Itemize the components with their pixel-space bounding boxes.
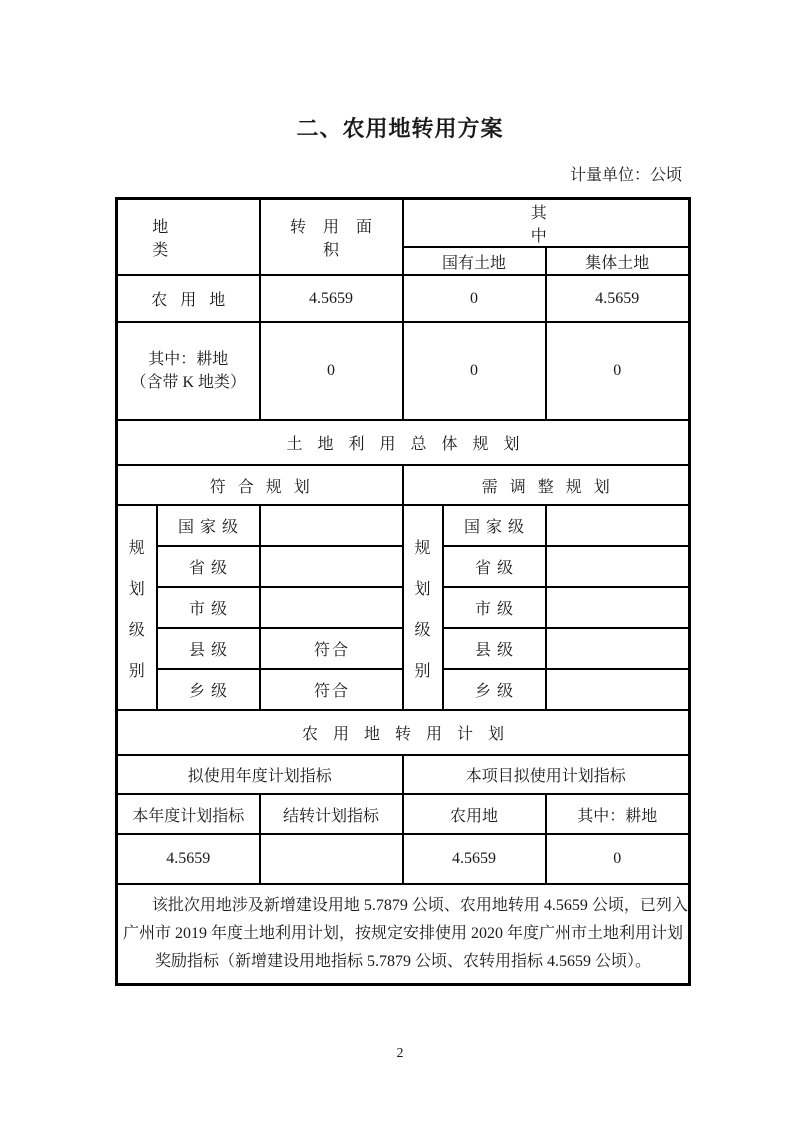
conversion-val-annual: 4.5659	[117, 834, 260, 884]
row-cultivated-area: 0	[260, 322, 403, 420]
planning-left-label-municipal: 市级	[157, 587, 260, 628]
row-cultivated-label-line2: （含带 K 地类）	[130, 374, 247, 391]
planning-right-value-county	[546, 628, 690, 669]
planning-right-value-township	[546, 669, 690, 710]
conversion-val-carryover	[260, 834, 403, 884]
axis-char: 级	[414, 621, 431, 639]
unit-note: 计量单位：公顷	[569, 167, 682, 184]
planning-right-axis	[403, 505, 443, 710]
planning-right-label-municipal: 市级	[443, 587, 546, 628]
row-cultivated-state: 0	[403, 322, 546, 420]
row-agri-collective: 4.5659	[546, 275, 690, 322]
planning-left-label-national: 国家级	[157, 505, 260, 546]
conversion-col-cultivated: 其中：耕地	[546, 794, 690, 834]
header-conversion-area: 转用面积	[260, 199, 403, 276]
planning-left-label-township: 乡级	[157, 669, 260, 710]
row-cultivated-label	[117, 322, 260, 420]
axis-char: 别	[414, 662, 431, 680]
planning-left-label-county: 县级	[157, 628, 260, 669]
planning-right-label-county: 县级	[443, 628, 546, 669]
land-conversion-table	[115, 197, 691, 986]
conversion-val-agri: 4.5659	[403, 834, 546, 884]
row-agri-label: 农用地	[117, 275, 260, 322]
planning-right-title: 需调整规划	[403, 465, 690, 505]
section-conversion-plan: 农用地转用计划	[117, 710, 690, 755]
row-agri-state: 0	[403, 275, 546, 322]
axis-char: 划	[414, 580, 431, 598]
axis-char: 划	[128, 580, 145, 598]
planning-left-title: 符合规划	[117, 465, 403, 505]
planning-left-value-national	[260, 505, 403, 546]
conversion-left-header: 拟使用年度计划指标	[117, 755, 403, 794]
planning-right-label-national: 国家级	[443, 505, 546, 546]
note-cell	[117, 884, 690, 984]
planning-left-value-township: 符合	[260, 669, 403, 710]
row-cultivated-label-line1: 其中：耕地	[148, 351, 229, 368]
planning-right-value-national	[546, 505, 690, 546]
planning-left-value-county: 符合	[260, 628, 403, 669]
planning-left-value-provincial	[260, 546, 403, 587]
planning-left-value-municipal	[260, 587, 403, 628]
planning-right-label-provincial: 省级	[443, 546, 546, 587]
conversion-col-carryover: 结转计划指标	[260, 794, 403, 834]
header-breakdown: 其中	[403, 199, 690, 248]
planning-right-label-township: 乡级	[443, 669, 546, 710]
row-agri-area: 4.5659	[260, 275, 403, 322]
header-land-type: 地类	[117, 199, 260, 276]
axis-char: 规	[128, 539, 145, 557]
axis-char: 规	[414, 539, 431, 557]
axis-char: 别	[128, 662, 145, 680]
axis-char: 级	[128, 621, 145, 639]
note-paragraph: 该批次用地涉及新增建设用地 5.7879 公顷、农用地转用 4.5659 公顷，已列入广州市 2019 年度土地利用计划，按规定安排使用 2020 年度广州市土地利用计划奖励指标（新增建设用地指标 5.7879 公顷、农转用指标 4.5659 公顷）。	[123, 896, 688, 970]
conversion-col-agri: 农用地	[403, 794, 546, 834]
section-overall-planning: 土地利用总体规划	[117, 420, 690, 465]
conversion-col-annual: 本年度计划指标	[117, 794, 260, 834]
conversion-val-cultivated: 0	[546, 834, 690, 884]
planning-left-axis	[117, 505, 157, 710]
conversion-right-header: 本项目拟使用计划指标	[403, 755, 690, 794]
page-title: 二、农用地转用方案	[296, 116, 504, 141]
page-number: 2	[396, 1046, 404, 1061]
planning-left-label-provincial: 省级	[157, 546, 260, 587]
planning-right-value-provincial	[546, 546, 690, 587]
planning-right-value-municipal	[546, 587, 690, 628]
header-collective: 集体土地	[546, 247, 690, 275]
header-state-owned: 国有土地	[403, 247, 546, 275]
row-cultivated-collective: 0	[546, 322, 690, 420]
